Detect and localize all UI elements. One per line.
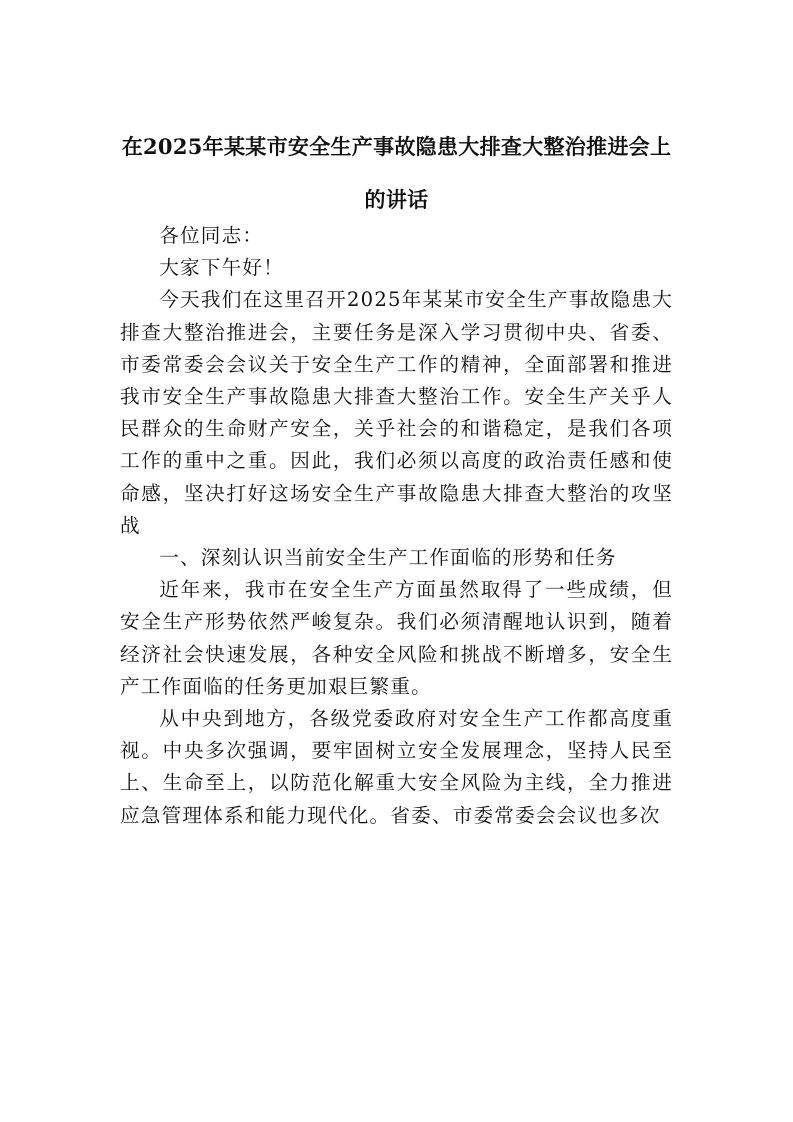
paragraph-central-guidance: 从中央到地方，各级党委政府对安全生产工作都高度重视。中央多次强调，要牢固树立安全发展理念，坚持人民至上、生命至上，以防范化解重大安全风险为主线，全力推进应急管理体系和能力现代化。省委、市委常委会会议也多次	[120, 707, 673, 827]
paragraph-intro: 今天我们在这里召开2025年某某市安全生产事故隐患大排查大整治推进会，主要任务是深入学习贯彻中央、省委、市委常委会会议关于安全生产工作的精神，全面部署和推进我市安全生产事故隐患大排查大整治工作。安全生产关乎人民群众的生命财产安全，关乎社会的和谐稳定，是我们各项工作的重中之重。因此，我们必须以高度的政治责任感和使命感，坚决打好这场安全生产事故隐患大排查大整治的攻坚战	[120, 288, 673, 537]
document-title	[112, 120, 681, 226]
document-body	[120, 220, 673, 832]
paragraph-situation: 近年来，我市在安全生产方面虽然取得了一些成绩，但安全生产形势依然严峻复杂。我们必须清醒地认识到，随着经济社会快速发展，各种安全风险和挑战不断增多，安全生产工作面临的任务更加艰巨繁重。	[120, 578, 673, 698]
section-heading-1: 一、深刻认识当前安全生产工作面临的形势和任务	[159, 546, 617, 570]
title-line-2: 的讲话	[364, 187, 429, 212]
greeting: 大家下午好！	[159, 256, 284, 280]
salutation: 各位同志：	[159, 224, 264, 247]
title-line-1: 在2025年某某市安全生产事故隐患大排查大整治推进会上	[121, 134, 672, 159]
